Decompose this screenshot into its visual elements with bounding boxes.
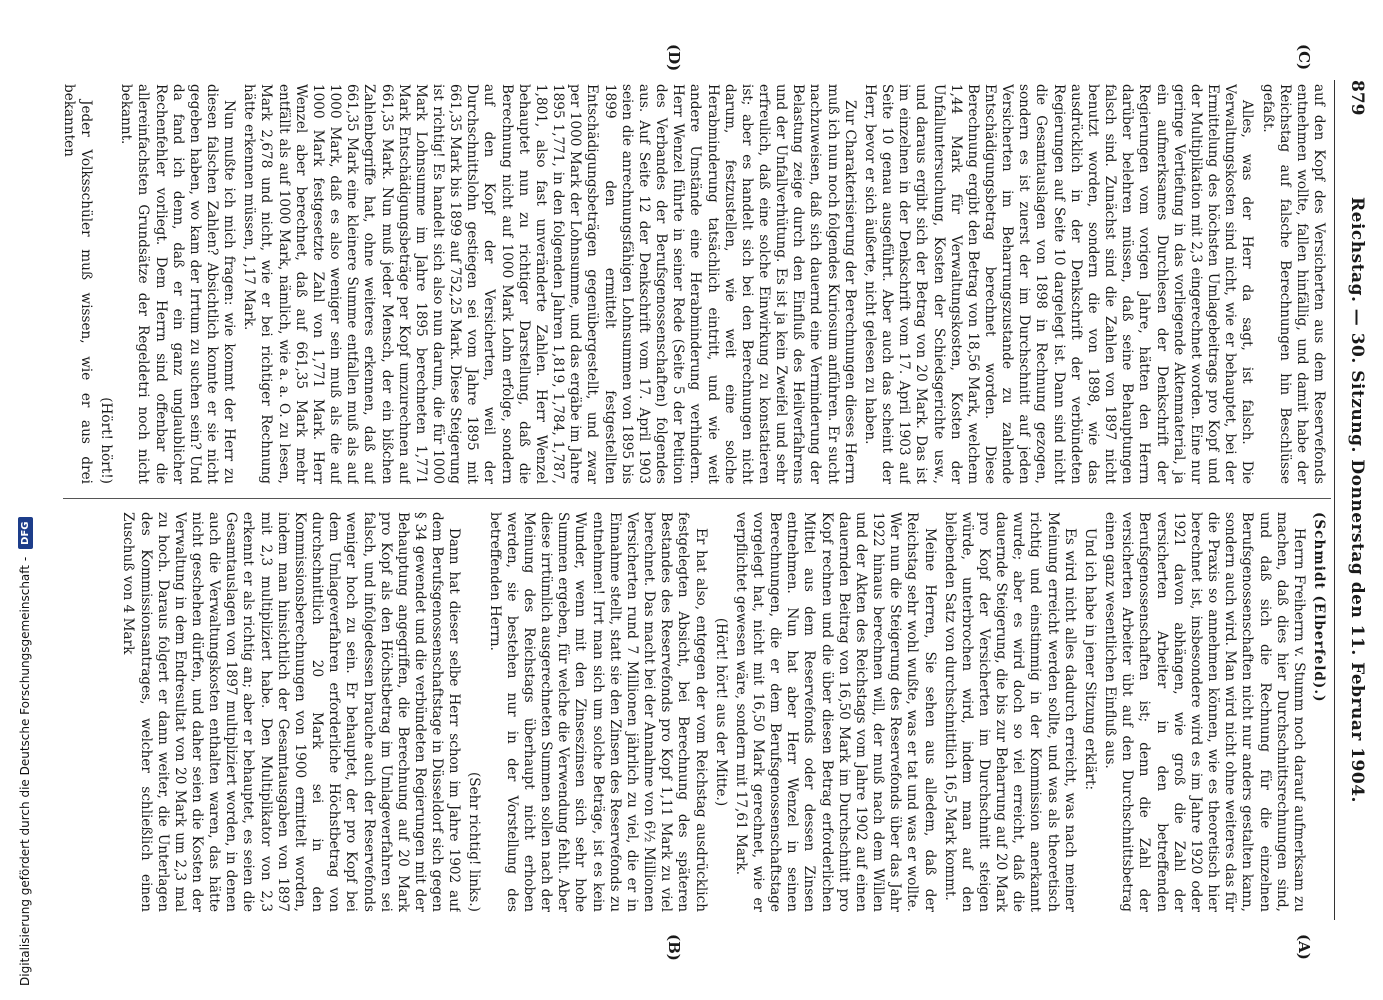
paragraph: Und ich habe in jener Sitzung erklärt: [1081,528,1098,791]
left-column [57,84,1327,484]
interjection: (Hört! hört! aus der Mitte.) [712,617,729,807]
running-title: Reichstag. — 30. Sitzung. Donnerstag den 11. Februar 1904. [1347,197,1367,803]
margin-letter-b: (B) [665,934,683,961]
margin-letter-a: (A) [1295,934,1313,960]
paragraph: Herrn Freiherrn v. Stumm noch darauf aufmerksam zu machen, daß dies hier Durchschnittsrechnungen sind, und daß sich die Rechnung für die einzelnen Berufsgenossenschaften nicht nur anders gestalten kann, sondern auch wird. Man wird nicht ohne weiteres das für die Praxis so annehmen können, wie es theoretisch hier berechnet ist, insbesondere wird es im Jahre 1920 oder 1921 davon abhängen, wie groß die Zahl der versicherten Arbeiter in den betreffenden Berufsgenossenschaften ist; denn die Zahl der versicherten Arbeiter übt auf den Durchschnittsbetrag einen ganz wesentlichen Einfluß aus. [1102,512,1307,912]
quoted-paragraph: Es wird nicht alles dadurch erreicht, was nach meiner Meinung erreicht werden sollte, und was als theoretisch richtig und einstimmig in der Kommission anerkannt wurde; aber es wird doch so viel erreicht, daß die dauernde Steigerung, die bis zur Beharrung auf 20 Mark pro Kopf der Versicherten im Durchschnitt steigen würde, unterbrochen wird, indem man auf den bleibenden Satz von durchschnittlich 16,5 Mark kommt. [941,512,1078,912]
header-rule [1334,80,1335,920]
paragraph: auf den Kopf des Versicherten aus dem Reservefonds entnehmen wollte, fallen hinfällig, und damit habe der Reichstag auf falsche Berechnungen hin Beschlüsse gefaßt. [1259,84,1327,484]
right-column [57,512,1327,912]
column-divider [63,498,1331,499]
page-number: 879 [1347,80,1367,116]
page-header [1335,80,1375,920]
speaker-name: (Schmidt (Elberfeld).) [1311,512,1327,703]
paragraph: Jeder Volksschüler muß wissen, wie er aus drei bekannten [60,84,94,484]
paragraph: Meine Herren, Sie sehen aus alledem, daß der Reichstag sehr wohl wußte, was er tat und was er wollte. Wer nun die Steigerung des Reservefonds über das Jahr 1922 hinaus berechnen will, der muß nach dem Willen und der Akten des Reichstags vom Jahre 1902 auf einen dauernden Beitrag von 16,50 Mark im Durchschnitt pro Kopf rechnen und die über diesen Betrag erforderlichen Mittel aus dem Reservefonds oder dessen Zinsen entnehmen. Nun hat aber Herr Wenzel in seinen Berechnungen, die er dem Berufsgenossenschaftstage vorgelegt hat, nicht mit 16,50 Mark gerechnet, wie er verpflichtet gewesen wäre, sondern mit 17,61 Mark. [732,512,938,912]
document-page [50,0,1383,1000]
paragraph: Alles, was der Herr da sagt, ist falsch. Die Verwaltungskosten sind nicht, wie er behauptet, bei der Ermittelung des höchsten Umlagebeitrags pro Kopf und der Multiplikation mit 2,3 eingerechnet worden. Eine nur geringe Vertiefung in das vorliegende Aktenmaterial, ja ein aufmerksames Durchlesen der Denkschrift der Regierungen vom vorigen Jahre, hätten den Herrn darüber belehren müssen, daß seine Behauptungen falsch sind. Zunächst sind die Zahlen von 1897 nicht benutzt worden, sondern die von 1898, wie das ausdrücklich in der Denkschrift der verbündeten Regierungen auf Seite 10 dargelegt ist. Dann sind nicht die Gesamtauslagen von 1898 in Rechnung gezogen, sondern es ist zuerst der im Durchschnitt auf jeden Versicherten im Beharrungszustande zu zahlende Entschädigungsbetrag berechnet worden. Diese Berechnung ergibt den Betrag von 18,56 Mark, welchem 1,44 Mark für Verwaltungskosten, Kosten der Unfalluntersuchung, Kosten der Schiedsgerichte usw., und daraus ergibt sich der Betrag von 20 Mark. Das ist im einzelnen in der Denkschrift vom 17. April 1903 auf Seite 10 genau ausgeführt. Aber auch das scheint der Herr, bevor er sich äußerte, nicht gelesen zu haben. [861,84,1256,484]
paragraph: Zur Charakterisierung der Berechnungen dieses Herrn muß ich nun noch folgendes Kuriosum anführen. Er sucht nachzuweisen, daß sich dauernd eine Verminderung der Belastung zeige durch den Einfluß des Heilverfahrens und der Unfallverhütung. Es ist ja kein Zweifel und sehr erfreulich, daß eine solche Einwirkung zu konstatieren ist; aber es handelt sich bei den Berechnungen nicht darum, festzustellen, wie weit eine solche Herabminderung tatsächlich eintritt, und wie weit andere Umstände eine Herabminderung verhindern. Herr Wenzel führte in seiner Rede (Seite 5 der Petition des Verbandes der Berufsgenossenschaften) folgendes aus. Auf Seite 12 der Denkschrift vom 17. April 1903 seien die anrechnungsfähigen Lohnsummen von 1895 bis 1899 den ermittelt festgestellten Entschädigungsbeträgen gegenübergestellt, und zwar per 1000 Mark der Lohnsumme, und das ergäbe im Jahre 1895 1,771, in den folgenden Jahren 1,819, 1,784, 1,787, 1,801, also fast unveränderte Zahlen. Herr Wenzel behauptet nun zu richtiger Darstellung, daß die Berechnung nicht auf 1000 Mark Lohn erfolge, sondern auf den Kopf der Versicherten, weil der Durchschnittslohn gestiegen sei vom Jahre 1895 mit 661,35 Mark bis 1899 auf 752,25 Mark. Diese Steigerung ist richtig! Es handelt sich also nun darum, die für 1000 Mark Lohnsumme im Jahre 1895 berechneten 1,771 Mark Entschädigungsbeträge per Kopf umzurechnen auf 661,35 Mark. Nun muß jeder Mensch, der ein bißchen Zahlenbegriffe hat, ohne weiteres erkennen, daß auf 661,35 Mark eine kleinere Summe entfallen muß als auf 1000 Mark, daß es also weniger sein muß als die auf 1000 Mark festgesetzte Zahl von 1,771 Mark. Herr Wenzel aber berechnet, daß auf 661,35 Mark mehr entfällt als auf 1000 Mark, nämlich, wie a. a. O. zu lesen, Mark 2,678 und nicht, wie er bei richtiger Rechnung hätte erkennen müssen, 1,17 Mark. [241,84,858,484]
paragraph: Er hat also, entgegen der vom Reichstag ausdrücklich festgelegten Absicht, bei Berechnung des späteren Bestandes des Reservefonds pro Kopf 1,11 Mark zu viel berechnet. Das macht bei der Annahme von 6½ Millionen Versicherten rund 7 Millionen jährlich zu viel, die er in Einnahme stellt, statt sie den Zinsen des Reservefonds zu entnehmen! Irrt man sich um solche Beträge, ist es kein Wunder, wenn mit den Zinseszinsen sich sehr hohe Summen ergeben, für welche die Verwendung fehlt. Aber diese irrtümlich ausgerechneten Summen sollen nach der Meinung des Reichstags überhaupt nicht erhoben werden, sie bestehen nur in der Vorstellung des betreffenden Herrn. [486,512,709,912]
paragraph: Nun mußte ich mich fragen: wie kommt der Herr zu diesen falschen Zahlen? Absichtlich konnte er sie nicht gegeben haben, wo kam der Irrtum zu suchen sein? Und da fand ich denn, daß er ein ganz unglaublicher Rechenfehler vorliegt. Dem Herrn sind offenbar die allereinfachsten Grundsätze der Regeldetri noch nicht bekannt. [118,84,238,484]
dfg-logo: DFG [18,518,33,549]
footer-credit [0,0,50,1000]
interjection: (Sehr richtig! links.) [466,771,483,912]
margin-letter-c: (C) [1295,44,1313,71]
margin-letter-d: (D) [665,44,683,72]
paragraph: Dann hat dieser selbe Herr schon im Jahre 1902 auf dem Berufsgenossenschaftstage in Düsseldorf sich gegen § 34 gewendet und die verbündeten Regierungen mit der Behauptung angegriffen, die Berechnung auf 20 Mark pro Kopf als den Höchstbetrag im Umlageverfahren sei falsch, und infolgedessen brauche auch der Reservefonds weniger hoch zu sein. Er behauptet, der pro Kopf bei dem Umlageverfahren erforderliche Höchstbetrag von durchschnittlich 20 Mark sei in den Kommissionsberechnungen von 1900 ermittelt worden, indem man hinsichtlich der Gesamtausgaben von 1897 mit 2,3 multipliziert habe. Den Multiplikator von 2,3 erkennt er als richtig an; aber er behauptet, es seien die Gesamtauslagen von 1897 multipliziert worden, in denen auch die Verwaltungskosten enthalten waren, das hätte nicht geschehen dürfen, und daher seien die Kosten der Verwaltung in dem Endresultat von 20 Mark um 2,3 mal zu hoch. Daraus folgert er dann weiter, die Unterlagen des Kommissionsantrages, welcher schließlich einen Zuschuß von 4 Mark [120,512,463,912]
footer-text: Digitalisierung gefördert durch die Deutsche Forschungsgemeinschaft - [18,556,32,986]
interjection: (Hört! hört!) [98,397,115,484]
